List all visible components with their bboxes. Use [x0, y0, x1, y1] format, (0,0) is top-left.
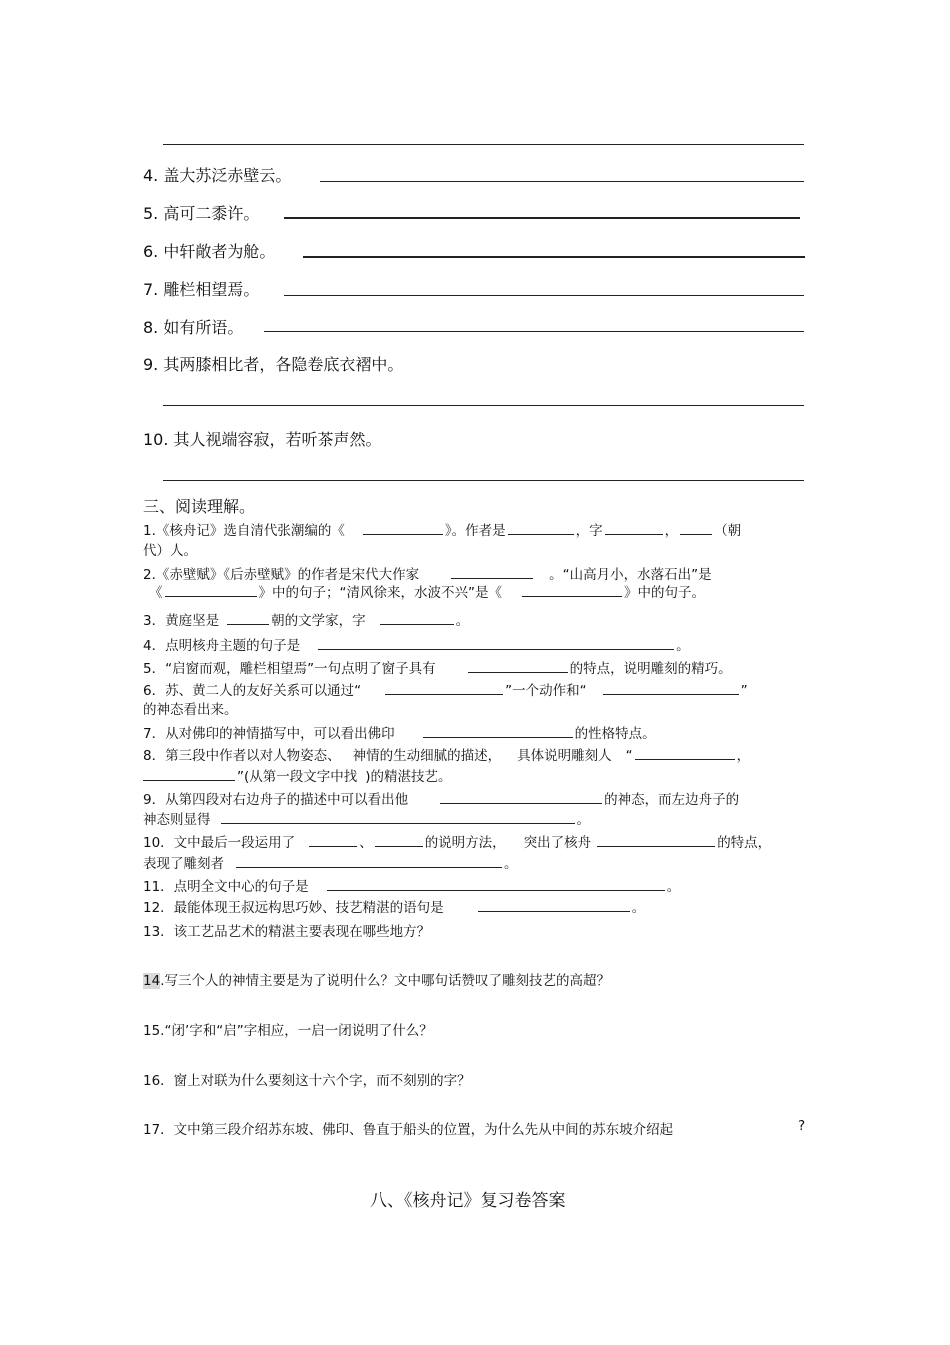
blank — [522, 582, 622, 597]
blank — [318, 635, 674, 650]
question-5: 5. 高可二黍许。 — [143, 204, 260, 223]
rc-question-3: 3．黄庭坚是 朝的文学家，字 。 — [143, 609, 469, 629]
rc-question-2: 2.《赤壁赋》《后赤壁赋》的作者是宋代大作家 。“山高月小，水落石出”是 — [143, 563, 712, 583]
blank — [440, 789, 602, 804]
rc-question-1: 1.《核舟记》选自清代张潮编的《 》。作者是 ，字 ， （朝 — [143, 519, 741, 539]
question-9: 9. 其两膝相比者，各隐卷底衣褶中。 — [143, 355, 404, 374]
rc-question-2-cont: 《 》中的句子；“清风徐来，水波不兴”是《 》中的句子。 — [149, 581, 705, 601]
rc-question-4: 4．点明核舟主题的句子是 。 — [143, 634, 690, 654]
rc-question-14: 14.写三个人的神情主要是为了说明什么？文中哪句话赞叹了雕刻技艺的高超？ — [143, 973, 610, 989]
rc-question-7: 7．从对佛印的神情描写中，可以看出佛印 的性格特点。 — [143, 722, 656, 742]
answer-line — [284, 295, 804, 296]
question-4: 4. 盖大苏泛赤壁云。 — [143, 166, 292, 185]
answer-line — [163, 405, 804, 406]
answer-line — [264, 331, 804, 332]
question-7: 7. 雕栏相望焉。 — [143, 280, 260, 299]
blank — [143, 766, 235, 781]
rc-question-5: 5．“启窗而观，雕栏相望焉”一句点明了窗子具有 的特点，说明雕刻的精巧。 — [143, 657, 732, 677]
question-6: 6. 中轩敞者为舱。 — [143, 242, 276, 261]
blank — [227, 610, 269, 625]
rc-question-15: 15.“闭’字和“启”字相应，一启一闭说明了什么？ — [143, 1023, 433, 1039]
rc-question-10-cont: 表现了雕刻者 。 — [143, 852, 518, 872]
blank — [375, 832, 423, 847]
blank — [508, 520, 574, 535]
blank — [309, 832, 357, 847]
blank — [635, 745, 735, 760]
answer-line — [320, 181, 804, 182]
rc-question-17: 17．文中第三段介绍苏东坡、佛印、鲁直于船头的位置，为什么先从中间的苏东坡介绍起 — [143, 1122, 674, 1138]
question-10: 10. 其人视端容寂，若听茶声然。 — [143, 430, 382, 449]
blank — [597, 832, 715, 847]
answer-line — [163, 144, 804, 145]
blank — [680, 520, 712, 535]
blank — [236, 853, 502, 868]
blank — [451, 564, 533, 579]
rc-question-16: 16．窗上对联为什么要刻这十六个字，而不刻别的字？ — [143, 1073, 471, 1089]
rc-question-8-cont: ”(从第一段文字中找 )的精湛技艺。 — [143, 765, 452, 785]
answer-line — [163, 480, 804, 481]
rc-question-6: 6．苏、黄二人的友好关系可以通过“ ”一个动作和“ ” — [143, 679, 748, 699]
blank — [423, 723, 573, 738]
highlighted-number: 14 — [143, 973, 161, 989]
question-8: 8. 如有所语。 — [143, 318, 244, 337]
answer-line — [284, 217, 800, 219]
blank — [363, 520, 443, 535]
blank — [385, 680, 503, 695]
blank — [165, 582, 257, 597]
blank — [380, 610, 454, 625]
rc-question-9-cont: 神态则显得 。 — [143, 808, 590, 828]
rc-question-12: 12．最能体现王叔远构思巧妙、技艺精湛的语句是 。 — [143, 896, 645, 916]
rc-question-10: 10．文中最后一段运用了 、 的说明方法， 突出了核舟 的特点， — [143, 831, 771, 851]
answer-title: 八、《核舟记》复习卷答案 — [370, 1191, 566, 1211]
blank — [603, 680, 739, 695]
blank — [327, 876, 665, 891]
section-heading: 三、阅读理解。 — [143, 497, 256, 516]
blank — [221, 809, 575, 824]
blank — [478, 897, 630, 912]
rc-question-13: 13．该工艺品艺术的精湛主要表现在哪些地方？ — [143, 924, 431, 940]
rc-question-8: 8．第三段中作者以对人物姿态、 神情的生动细腻的描述， 具体说明雕刻人 “ ， — [143, 744, 750, 764]
blank — [468, 658, 568, 673]
blank — [605, 520, 663, 535]
rc-question-6-cont: 的神态看出来。 — [143, 702, 238, 718]
answer-line — [303, 256, 805, 258]
rc-question-1-cont: 代）人。 — [143, 543, 197, 559]
rc-question-11: 11．点明全文中心的句子是 。 — [143, 875, 680, 895]
rc-question-17-mark: ? — [798, 1118, 806, 1134]
rc-question-9: 9．从第四段对右边舟子的描述中可以看出他 的神态，而左边舟子的 — [143, 788, 739, 808]
